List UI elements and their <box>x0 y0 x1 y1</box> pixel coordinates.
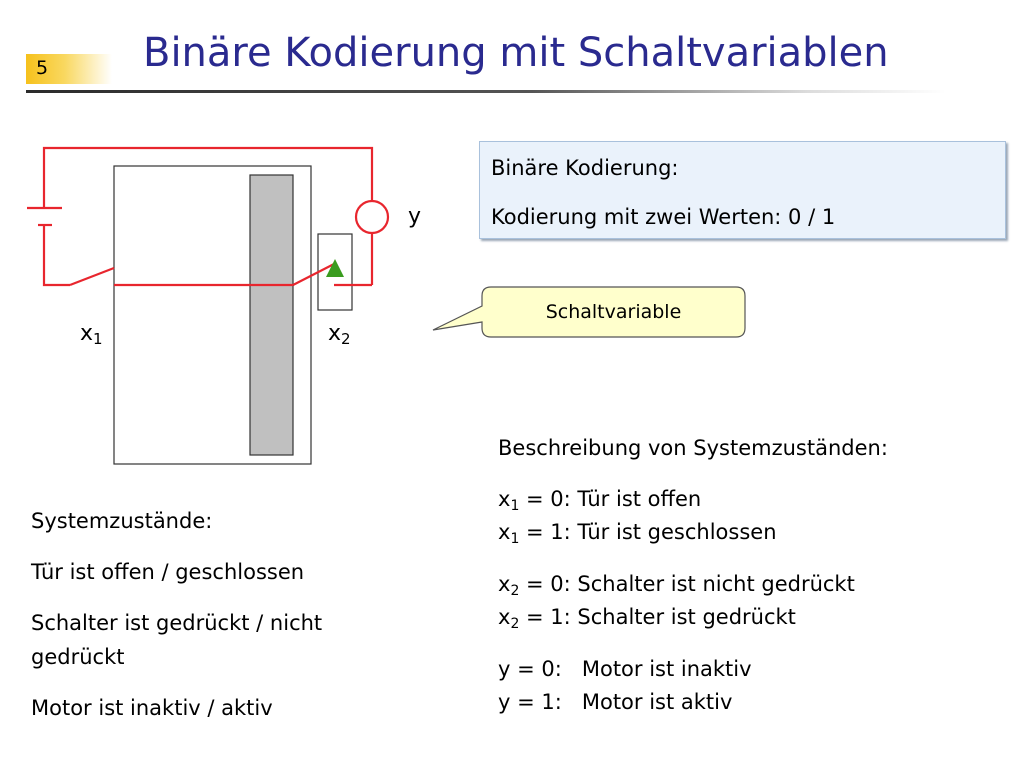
label-x1: $x_1$ <box>80 321 103 348</box>
description-row: y = 0: Motor ist inaktiv <box>498 657 752 681</box>
motor-circle <box>356 201 388 233</box>
description-row: $x_2 = 1$: Schalter ist gedrückt <box>498 605 796 632</box>
system-states-heading: Systemzustände: <box>31 509 213 533</box>
info-line-2: Kodierung mit zwei Werten: 0 / 1 <box>491 205 836 229</box>
door-panel <box>250 175 293 455</box>
system-state-item: gedrückt <box>31 645 125 669</box>
info-line-1: Binäre Kodierung: <box>491 156 679 180</box>
description-heading: Beschreibung von Systemzuständen: <box>498 436 888 460</box>
system-state-item: Schalter ist gedrückt / nicht <box>31 611 323 635</box>
description-row: $x_1 = 0$: Tür ist offen <box>498 487 702 514</box>
description-row: y = 1: Motor ist aktiv <box>498 690 733 714</box>
system-state-item: Tür ist offen / geschlossen <box>31 560 305 584</box>
slide-title: Binäre Kodierung mit Schaltvariablen <box>143 30 889 76</box>
label-y: y <box>408 204 422 229</box>
callout-text: Schaltvariable <box>545 301 682 323</box>
info-box <box>479 141 1006 239</box>
description-row: $x_1 = 1$: Tür ist geschlossen <box>498 520 777 547</box>
label-x2: $x_2$ <box>328 321 351 348</box>
system-state-item: Motor ist inaktiv / aktiv <box>31 696 273 720</box>
description-row: $x_2 = 0$: Schalter ist nicht gedrückt <box>498 572 855 599</box>
slide-number: 5 <box>36 57 49 79</box>
